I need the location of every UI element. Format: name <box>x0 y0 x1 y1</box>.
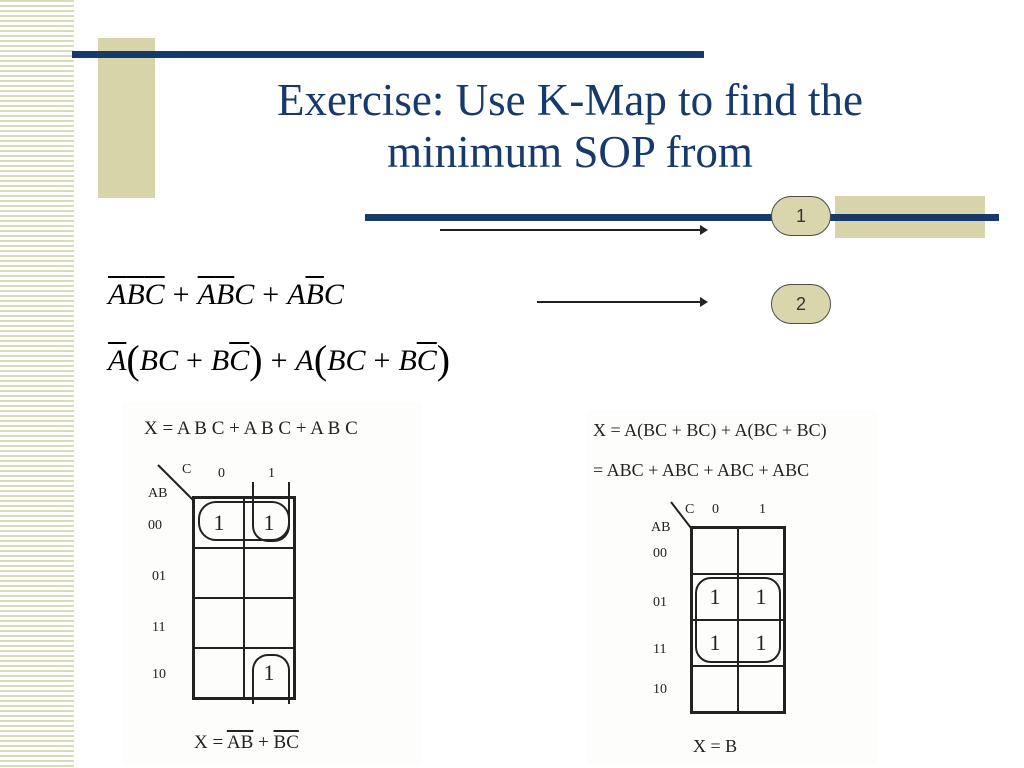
kmap-right-equation-1: X = A(BC + BC) + A(BC + BC) <box>593 420 827 440</box>
kmap-left-result-plus: + <box>258 732 269 753</box>
kmap-left-cell <box>194 648 244 698</box>
kmap-left-equation: X = A B C + A B C + A B C <box>144 418 358 439</box>
kmap-left-result-lhs: X = <box>194 732 227 753</box>
kmap-panel-right <box>587 410 877 764</box>
kmap-right-col-label-1: 1 <box>759 502 766 517</box>
kmap-right-equation-2: = ABC + ABC + ABC + ABC <box>593 460 810 480</box>
expression-2: $\overline{A}(BC + B\overline{C}) + A(BC + B\overline{C})$ <box>108 337 451 382</box>
kmap-right-col-var: C <box>685 502 695 517</box>
kmap-right-row-label-00: 00 <box>653 546 667 561</box>
kmap-right-row-label-11: 11 <box>653 642 667 657</box>
kmap-left-row-label-10: 10 <box>152 667 166 682</box>
kmap-left-row-label-00: 00 <box>148 518 162 533</box>
kmap-left-cell <box>244 598 294 648</box>
kmap-panel-left <box>122 402 422 764</box>
kmap-left-cell <box>194 548 244 598</box>
kmap-left-row-label-01: 01 <box>152 569 166 584</box>
slide-title <box>190 74 950 178</box>
decorative-block-left <box>98 38 155 198</box>
kmap-left-col-label-1: 1 <box>268 466 275 481</box>
kmap-left-cell: 1 <box>194 498 244 548</box>
title-line-1: Exercise: Use K-Map to find the <box>276 75 864 125</box>
arrow-1 <box>440 229 706 231</box>
title-bar-top <box>72 51 704 58</box>
kmap-right-cell: 1 <box>692 574 738 620</box>
title-bar-bottom <box>365 214 999 221</box>
kmap-right-row-var: AB <box>651 520 671 535</box>
title-line-2: minimum SOP from <box>387 127 753 177</box>
kmap-left-cell: 1 <box>244 498 294 548</box>
kmap-right-loop-quad <box>695 577 781 663</box>
decorative-stripes <box>0 0 74 768</box>
kmap-left-result-term1: $\overline{AB}$ <box>226 732 254 753</box>
kmap-left-row-var: AB <box>148 486 168 501</box>
kmap-left-loop-wrap-bottom <box>252 654 290 704</box>
kmap-right-cell <box>738 666 784 712</box>
kmap-left-result <box>194 732 299 754</box>
arrow-2 <box>537 301 706 303</box>
kmap-right-row-label-10: 10 <box>653 682 667 697</box>
kmap-left-col-label-0: 0 <box>218 466 225 481</box>
kmap-left-cell: 1 <box>244 648 294 698</box>
kmap-right-cell: 1 <box>692 620 738 666</box>
kmap-left-cell <box>244 548 294 598</box>
kmap-right-result: X = B <box>693 736 738 756</box>
kmap-right-col-label-0: 0 <box>712 502 719 517</box>
step-badge-2: 2 <box>771 284 831 324</box>
kmap-left-row-label-11: 11 <box>152 620 166 635</box>
kmap-right-row-label-01: 01 <box>653 595 667 610</box>
kmap-left-loop-wrap-top <box>252 482 290 542</box>
expression-1: $\overline{A}\overline{B}\overline{C} + \overline{A}\overline{B}C + A\overline{B}C$ <box>108 278 344 311</box>
kmap-right-cell: 1 <box>738 620 784 666</box>
kmap-right-cell <box>692 528 738 574</box>
kmap-right-cell: 1 <box>738 574 784 620</box>
kmap-right-cell <box>738 528 784 574</box>
kmap-right-cell <box>692 666 738 712</box>
kmap-left-cell <box>194 598 244 648</box>
step-badge-1: 1 <box>771 196 831 236</box>
kmap-left-col-var: C <box>182 462 192 477</box>
kmap-left-result-term2: $\overline{BC}$ <box>273 732 299 753</box>
